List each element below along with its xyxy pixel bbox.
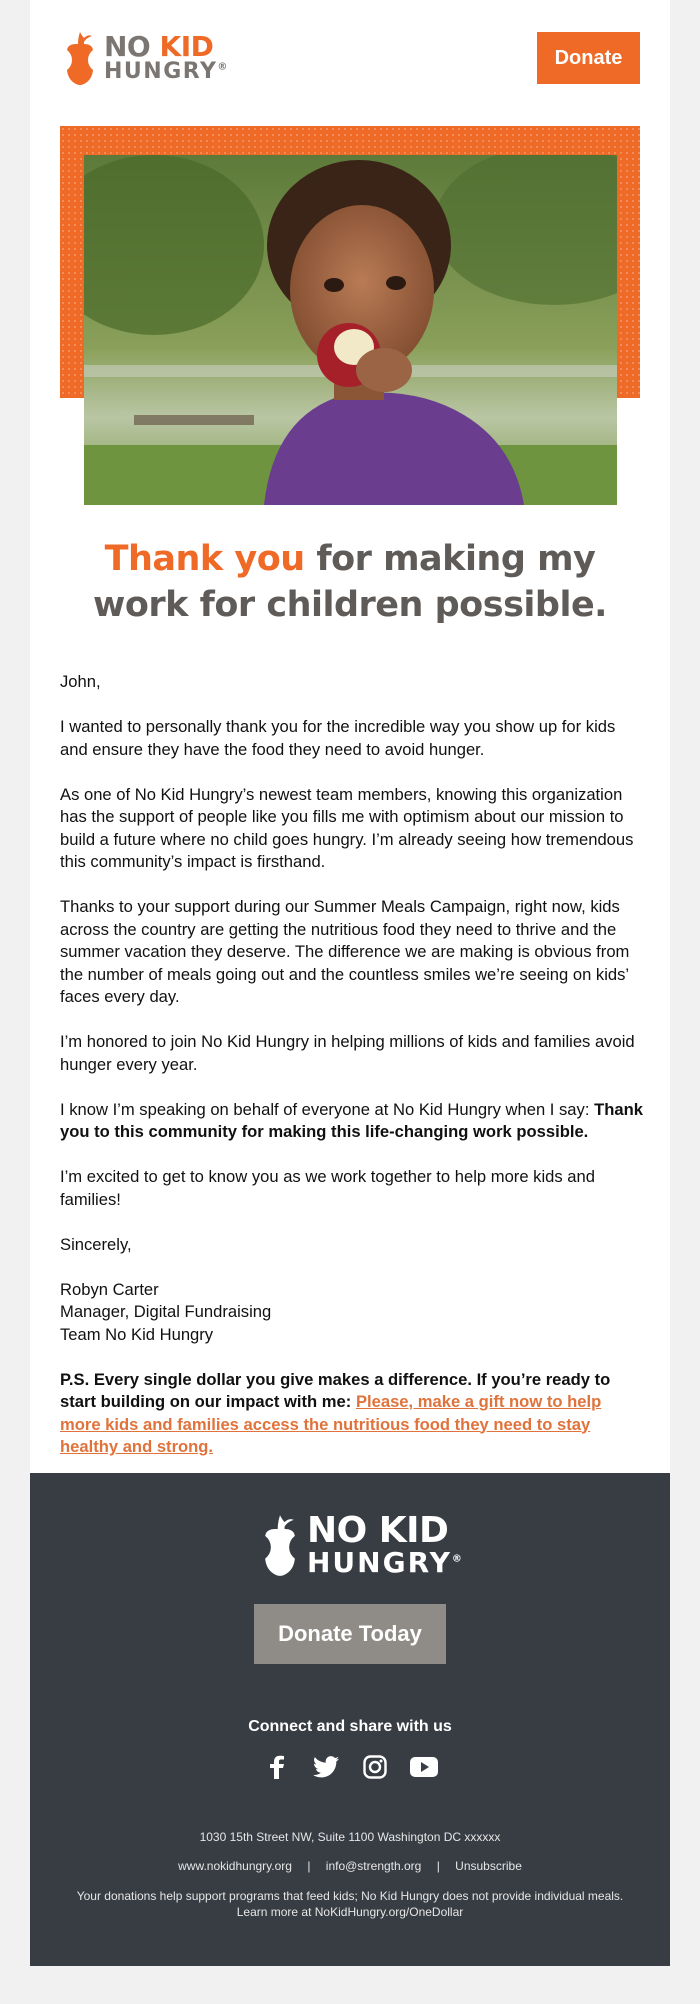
signature (60, 1279, 645, 1347)
twitter-icon[interactable] (312, 1753, 340, 1781)
footer-logo-line1: NO KID (307, 1510, 449, 1551)
postscript (60, 1369, 645, 1459)
youtube-icon[interactable] (410, 1753, 438, 1781)
footer-links (30, 1859, 670, 1873)
link-separator: | (307, 1859, 311, 1873)
headline-accent: Thank you (104, 539, 305, 579)
signoff: Sincerely, (60, 1234, 132, 1254)
email-body (30, 0, 670, 1966)
no-kid-hungry-logo[interactable] (62, 30, 229, 86)
logo-word-hungry: HUNGRY (104, 59, 218, 84)
registered-mark: ® (217, 61, 229, 73)
email-header (30, 0, 670, 110)
logo-word-no: NO (104, 30, 151, 63)
paragraph-5 (60, 1099, 645, 1144)
page-headline (30, 536, 670, 628)
logo-word-kid: KID (159, 30, 214, 63)
letter-body (60, 671, 645, 1481)
footer-logo[interactable] (259, 1510, 464, 1579)
apple-core-icon (259, 1513, 301, 1577)
apple-core-icon (62, 30, 98, 86)
hero-image-block (60, 126, 640, 506)
paragraph-3: Thanks to your support during our Summer Meals Campaign, right now, kids across the country are getting the nutritious food they need to thrive and the summer vacation they deserve. The difference we are making is obvious from the number of meals going out and the countless smiles we’re seeing on kids’ faces every day. (60, 897, 630, 1006)
signature-team: Team No Kid Hungry (60, 1324, 214, 1344)
unsubscribe-link[interactable]: Unsubscribe (455, 1859, 522, 1873)
footer-disclaimer (70, 1888, 630, 1920)
paragraph-1: I wanted to personally thank you for the incredible way you show up for kids and ensure they have the food they need to avoid hunger. (60, 717, 616, 759)
headline-line2: work for children possible. (93, 585, 607, 625)
paragraph-2: As one of No Kid Hungry’s newest team members, knowing this organization has the support of people like you fills me with optimism about our mission to build a future where no child goes hungry. I’m already seeing how tremendous this community’s impact is firsthand. (60, 784, 634, 871)
headline-line1: for making my (304, 539, 596, 579)
facebook-icon[interactable] (263, 1753, 291, 1781)
connect-heading: Connect and share with us (248, 1718, 452, 1735)
donate-button[interactable]: Donate (537, 32, 640, 84)
social-links (30, 1753, 670, 1781)
paragraph-4: I’m honored to join No Kid Hungry in helping millions of kids and families avoid hunger every year. (60, 1032, 635, 1074)
paragraph-5-bold: Thank you to this community for making this life-changing work possible. (60, 1099, 643, 1141)
greeting: John, (60, 672, 101, 691)
disclaimer-line-2: Learn more at NoKidHungry.org/OneDollar (236, 1905, 464, 1919)
postal-address: 1030 15th Street NW, Suite 1100 Washington DC xxxxxx (199, 1830, 501, 1844)
instagram-icon[interactable] (361, 1753, 389, 1781)
paragraph-5-intro: I know I’m speaking on behalf of everyone at No Kid Hungry when I say: (60, 1099, 595, 1119)
donate-today-button[interactable]: Donate Today (254, 1604, 446, 1664)
postscript-text: P.S. Every single dollar you give makes a difference. If you’re ready to start building on our impact with me: (60, 1369, 611, 1411)
footer-logo-line2: HUNGRY (307, 1546, 452, 1579)
link-separator: | (436, 1859, 440, 1873)
photo-illustration (84, 155, 617, 505)
footer-registered-mark: ® (451, 1553, 464, 1565)
signature-name: Robyn Carter (60, 1279, 159, 1299)
disclaimer-line-1: Your donations help support programs that feed kids; No Kid Hungry does not provide individual meals. (76, 1889, 624, 1903)
child-eating-apple-photo (84, 155, 617, 505)
paragraph-6: I’m excited to get to know you as we work together to help more kids and families! (60, 1167, 595, 1209)
email-link[interactable]: info@strength.org (325, 1859, 422, 1873)
email-footer (30, 1473, 670, 1966)
postscript-gift-link[interactable]: Please, make a gift now to help more kids and families access the nutritious food they need to stay healthy and strong. (60, 1392, 602, 1456)
signature-title: Manager, Digital Fundraising (60, 1302, 272, 1321)
website-link[interactable]: www.nokidhungry.org (178, 1859, 292, 1873)
